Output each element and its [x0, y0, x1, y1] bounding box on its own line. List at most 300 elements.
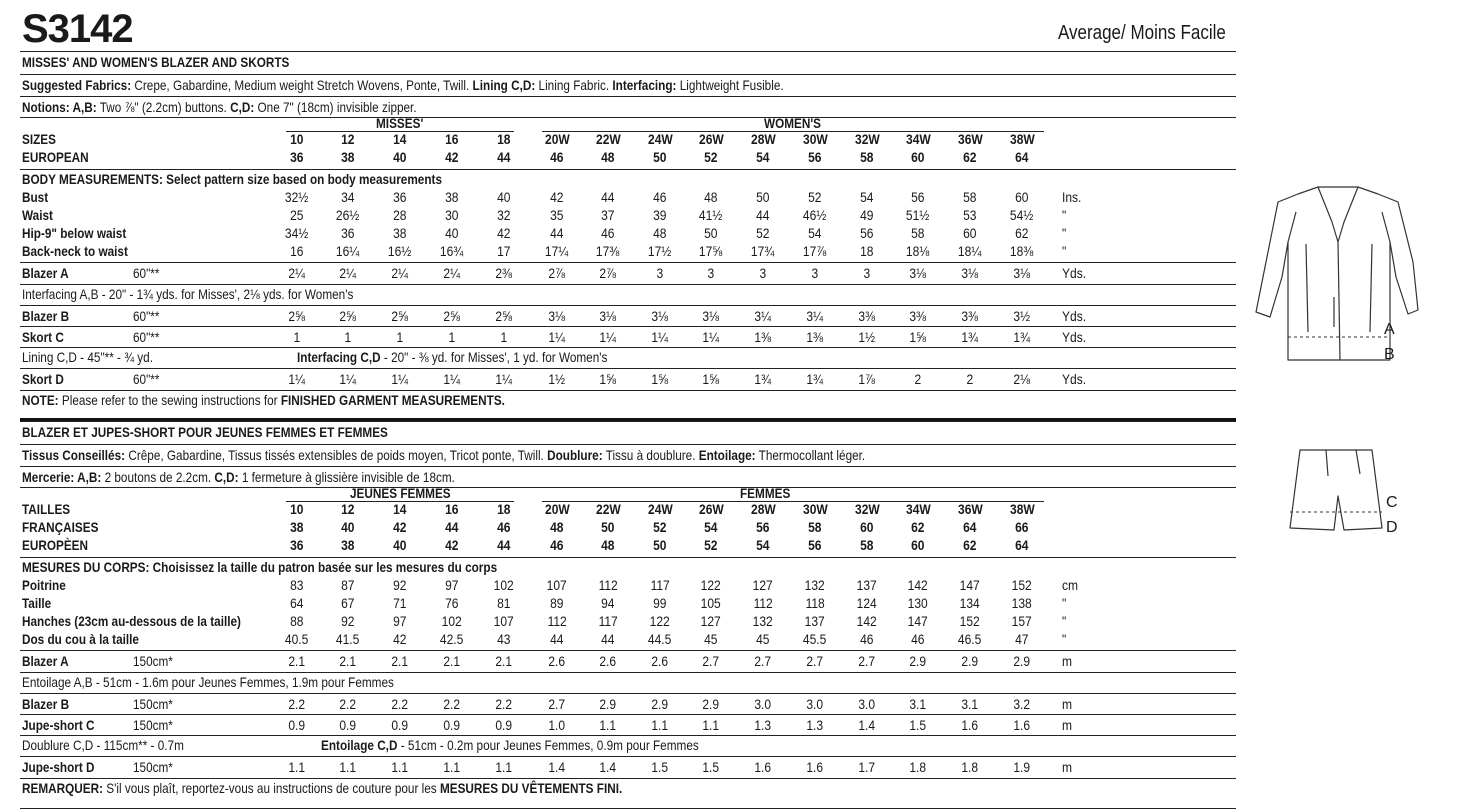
cell-value: 38 — [341, 537, 355, 553]
en-body-value-cell — [478, 225, 530, 242]
en-body-value-cell — [685, 189, 737, 206]
cell-value: 1¼ — [548, 329, 566, 345]
fr-body-value-cell — [789, 577, 841, 594]
cell-value: 1.8 — [909, 759, 927, 775]
fr-body-value-cell — [374, 613, 426, 630]
en-body-value-cell — [582, 225, 634, 242]
cell-value: 16 — [290, 243, 304, 259]
fr-body-value-cell — [685, 577, 737, 594]
cell-value: 46 — [653, 189, 667, 205]
row-label: Hip-9" below waist — [22, 225, 127, 241]
en-skort-d-value-cell — [322, 371, 374, 388]
cell-value: 64 — [1015, 537, 1029, 553]
en-body-value-cell — [944, 207, 996, 224]
cell-value: 54 — [808, 225, 822, 241]
en-skort-d-value-cell — [737, 371, 789, 388]
fr-blazer-a-value-cell — [944, 653, 996, 670]
cell-value: 105 — [700, 595, 722, 611]
en-skort-c-value-cell — [426, 329, 478, 346]
text-segment: Notions: A,B: — [22, 99, 97, 115]
cell-value: 46 — [497, 519, 511, 535]
cell-value: 25 — [290, 207, 304, 223]
cell-value: 2⅝ — [339, 308, 357, 324]
cell-value: 20W — [544, 501, 570, 517]
fr-skort-c-value-cell — [271, 717, 323, 734]
en-blazer-a-value-cell — [271, 265, 323, 282]
cell-value: 18⅜ — [1010, 243, 1034, 259]
fr-blazer-a-value-cell — [996, 653, 1048, 670]
cell-value: 3⅛ — [909, 265, 927, 281]
cell-value: 17⅝ — [699, 243, 723, 259]
fr-skort-d-value-cell — [737, 759, 789, 776]
fr-body-value-cell — [531, 613, 583, 630]
cell-value: 30 — [445, 207, 459, 223]
fr-fabrics-line — [22, 447, 865, 464]
cell-value: 22W — [595, 501, 621, 517]
fr-size-value-cell — [478, 501, 530, 518]
cell-value: 147 — [959, 577, 981, 593]
fr-blazer-b-value-cell — [374, 696, 426, 713]
en-blazer-a-value-cell — [996, 265, 1048, 282]
cell-value: 2.6 — [651, 653, 669, 669]
rule-line — [20, 466, 1236, 467]
cell-value: 44 — [601, 189, 615, 205]
cell-value: 1¾ — [961, 329, 979, 345]
fr-body-value-cell — [478, 613, 530, 630]
cell-value: 46.5 — [958, 631, 982, 647]
cell-value: 26W — [698, 501, 724, 517]
fr-group-misses: JEUNES FEMMES — [350, 485, 451, 501]
cell-value: 60 — [860, 519, 874, 535]
cell-value: 3⅜ — [909, 308, 927, 324]
en-body-value-cell — [478, 243, 530, 260]
cell-value: 62 — [911, 519, 925, 535]
cell-value: 32W — [854, 501, 880, 517]
text-segment: 2 boutons de 2.2cm. — [101, 469, 215, 485]
cell-value: 157 — [1011, 613, 1033, 629]
text-segment: One 7" (18cm) invisible zipper. — [254, 99, 417, 115]
cell-value: 152 — [959, 613, 981, 629]
fr-blazer-b-value-cell — [892, 696, 944, 713]
rule-line — [20, 672, 1236, 673]
en-body-value-cell — [789, 207, 841, 224]
cell-value: 26W — [698, 131, 724, 147]
en-title — [22, 54, 289, 71]
cell-value: 42 — [497, 225, 511, 241]
en-blazer-b-value-cell — [322, 308, 374, 325]
cell-value: 3 — [863, 265, 871, 281]
fr-blazer-b-value-cell — [685, 696, 737, 713]
cell-value: 112 — [547, 613, 567, 629]
fr-skort-c-value-cell — [841, 717, 893, 734]
fr-skort-c-value-cell — [582, 717, 634, 734]
en-size-value-cell — [789, 149, 841, 166]
en-body-value-cell — [789, 225, 841, 242]
fr-size-value-cell — [841, 519, 893, 536]
cell-value: 2.6 — [599, 653, 617, 669]
cell-value: 2.9 — [909, 653, 927, 669]
cell-value: 45 — [704, 631, 718, 647]
cell-value: 46 — [860, 631, 874, 647]
row-label: Skort D — [22, 371, 64, 387]
en-blazer-a-value-cell — [685, 265, 737, 282]
cell-value: 24W — [647, 131, 673, 147]
row-label: Hanches (23cm au-dessous de la taille) — [22, 613, 241, 629]
view-label-b: B — [1384, 346, 1395, 363]
text-segment: Entoilage A,B - 51cm - 1.6m pour Jeunes Femmes, 1.9m pour Femmes — [22, 674, 394, 690]
fr-size-value-cell — [531, 537, 583, 554]
text-segment: Interfacing C,D — [297, 349, 381, 365]
fr-blazer-a-value-cell — [478, 653, 530, 670]
en-size-value-cell — [685, 131, 737, 148]
fr-size-value-cell — [996, 519, 1048, 536]
view-label-d: D — [1386, 519, 1398, 536]
fr-body-unit: cm — [1062, 577, 1079, 593]
skort-illustration — [1286, 446, 1386, 536]
fr-skort-c-value-cell — [478, 717, 530, 734]
fr-size-value-cell — [789, 519, 841, 536]
cell-value: 1.5 — [651, 759, 669, 775]
en-body-value-cell — [531, 225, 583, 242]
cell-value: 2.2 — [288, 696, 306, 712]
en-group-misses: MISSES' — [376, 115, 424, 131]
fr-blazer-a-unit: m — [1062, 653, 1073, 669]
fr-skort-d-value-cell — [996, 759, 1048, 776]
fr-interfacing-ab — [22, 674, 394, 691]
en-skort-c-value-cell — [892, 329, 944, 346]
en-skort-d-value-cell — [426, 371, 478, 388]
en-body-value-cell — [892, 243, 944, 260]
fr-size-value-cell — [841, 537, 893, 554]
en-body-value-cell — [322, 207, 374, 224]
cell-value: 2.2 — [339, 696, 357, 712]
cell-value: 1 — [448, 329, 456, 345]
cell-value: 44 — [550, 631, 564, 647]
en-blazer-b-value-cell — [426, 308, 478, 325]
en-size-value-cell — [892, 131, 944, 148]
fr-body-value-cell — [426, 631, 478, 648]
text-segment: Interfacing A,B - 20" - 1¾ yds. for Misses', 2⅛ yds. for Women's — [22, 286, 354, 302]
cell-value: 2.1 — [339, 653, 357, 669]
fr-body-value-cell — [789, 631, 841, 648]
cell-value: 2.7 — [548, 696, 566, 712]
fr-size-value-cell — [271, 501, 323, 518]
rule-line — [20, 390, 1236, 391]
cell-value: 54 — [860, 189, 874, 205]
cell-value: 3¼ — [806, 308, 824, 324]
fr-body-value-cell — [685, 613, 737, 630]
cell-value: 2.1 — [391, 653, 409, 669]
cell-value: 107 — [546, 577, 568, 593]
cell-value: 122 — [649, 613, 671, 629]
cell-value: 41.5 — [336, 631, 360, 647]
cell-value: 28W — [750, 131, 776, 147]
cell-value: 137 — [856, 577, 878, 593]
en-size-value-cell — [737, 149, 789, 166]
cell-value: 2.1 — [495, 653, 513, 669]
cell-value: 2⅝ — [288, 308, 306, 324]
cell-value: 1.4 — [548, 759, 566, 775]
text-segment: Lining C,D - 45"** - ¾ yd. — [22, 349, 153, 365]
fr-skort-c-row-label — [22, 717, 95, 734]
text-segment: FINISHED GARMENT MEASUREMENTS. — [280, 392, 505, 408]
cell-value: 138 — [1011, 595, 1033, 611]
en-lining-cd — [22, 349, 153, 366]
fr-body-value-cell — [426, 613, 478, 630]
cell-value: 39 — [653, 207, 667, 223]
cell-value: 34W — [905, 131, 931, 147]
cell-value: 3.0 — [806, 696, 824, 712]
cell-value: 18⅛ — [906, 243, 930, 259]
fr-size-value-cell — [426, 501, 478, 518]
cell-value: 99 — [653, 595, 667, 611]
cell-value: 28 — [393, 207, 407, 223]
cell-value: 53 — [963, 207, 977, 223]
fr-skort-d-row-label — [22, 759, 95, 776]
fr-body-value-cell — [944, 631, 996, 648]
cell-value: 44 — [756, 207, 770, 223]
cell-value: 1.1 — [288, 759, 306, 775]
cell-value: 3⅛ — [548, 308, 566, 324]
en-size-value-cell — [478, 131, 530, 148]
en-body-value-cell — [841, 243, 893, 260]
en-skort-d-value-cell — [582, 371, 634, 388]
cell-value: 24W — [647, 501, 673, 517]
en-blazer-b-value-cell — [996, 308, 1048, 325]
en-body-value-cell — [841, 207, 893, 224]
en-size-value-cell — [322, 131, 374, 148]
text-segment: Doublure C,D - 115cm** - 0.7m — [22, 737, 184, 753]
text-segment: NOTE: — [22, 392, 59, 408]
rule-line — [20, 421, 1236, 422]
en-skort-c-value-cell — [531, 329, 583, 346]
en-size-value-cell — [426, 149, 478, 166]
cell-value: 56 — [808, 149, 822, 165]
cell-value: 3 — [759, 265, 767, 281]
cell-value: 38W — [1009, 131, 1035, 147]
row-label: Waist — [22, 207, 53, 223]
cell-value: 1⅝ — [651, 371, 669, 387]
fr-body-value-cell — [634, 577, 686, 594]
fr-blazer-a-value-cell — [685, 653, 737, 670]
cell-value: 3 — [707, 265, 715, 281]
fr-size-value-cell — [478, 537, 530, 554]
row-label: Blazer B — [22, 308, 70, 324]
fr-skort-d-value-cell — [582, 759, 634, 776]
cell-value: 2.2 — [495, 696, 513, 712]
fr-size-value-cell — [634, 519, 686, 536]
en-skort-d-value-cell — [789, 371, 841, 388]
cell-value: 3⅛ — [702, 308, 720, 324]
en-body-value-cell — [531, 189, 583, 206]
en-group-women: WOMEN'S — [764, 115, 822, 131]
cell-value: 44 — [497, 149, 511, 165]
row-label: Blazer B — [22, 696, 70, 712]
cell-value: 2.2 — [391, 696, 409, 712]
en-body-value-cell — [322, 189, 374, 206]
cell-value: 58 — [808, 519, 822, 535]
fr-skort-d-value-cell — [789, 759, 841, 776]
cell-value: 52 — [704, 537, 718, 553]
cell-value: 88 — [290, 613, 304, 629]
fr-group-women: FEMMES — [740, 485, 791, 501]
fr-size-value-cell — [944, 519, 996, 536]
cell-value: 56 — [756, 519, 770, 535]
cell-value: 66 — [1015, 519, 1029, 535]
en-interfacing-cd — [297, 349, 607, 366]
fr-skort-c-value-cell — [789, 717, 841, 734]
en-body-value-cell — [685, 225, 737, 242]
fr-size-value-cell — [685, 501, 737, 518]
rule-line — [20, 557, 1236, 558]
fr-body-value-cell — [374, 631, 426, 648]
fr-blazer-b-value-cell — [996, 696, 1048, 713]
en-blazer-b-value-cell — [789, 308, 841, 325]
cell-value: 62 — [963, 537, 977, 553]
cell-value: 52 — [808, 189, 822, 205]
cell-value: 2.9 — [599, 696, 617, 712]
cell-value: 107 — [493, 613, 515, 629]
fr-body-value-cell — [271, 577, 323, 594]
cell-value: 22W — [595, 131, 621, 147]
cell-value: 54 — [704, 519, 718, 535]
row-label: Back-neck to waist — [22, 243, 128, 259]
fr-body-value-cell — [531, 595, 583, 612]
cell-value: 38 — [393, 225, 407, 241]
cell-value: 1.4 — [858, 717, 876, 733]
en-blazer-b-value-cell — [531, 308, 583, 325]
en-skort-c-value-cell — [944, 329, 996, 346]
cell-value: 130 — [907, 595, 929, 611]
cell-value: 1.1 — [443, 759, 461, 775]
cell-value: 26½ — [336, 207, 360, 223]
en-body-value-cell — [478, 189, 530, 206]
fr-body-value-cell — [322, 595, 374, 612]
cell-value: 58 — [860, 149, 874, 165]
cell-value: 2.7 — [858, 653, 876, 669]
en-body-value-cell — [374, 225, 426, 242]
cell-value: 1.1 — [702, 717, 720, 733]
difficulty-level: Average/ Moins Facile — [1058, 22, 1226, 44]
cell-value: 12 — [341, 501, 355, 517]
cell-value: 3.1 — [909, 696, 927, 712]
fr-size-value-cell — [322, 537, 374, 554]
en-size-value-cell — [582, 149, 634, 166]
fr-blazer-b-value-cell — [271, 696, 323, 713]
fr-blazer-a-value-cell — [634, 653, 686, 670]
cell-value: 117 — [650, 577, 670, 593]
row-label: Blazer A — [22, 265, 69, 281]
fr-blazer-b-value-cell — [478, 696, 530, 713]
rule-line — [20, 756, 1236, 757]
cell-value: 1⅜ — [754, 329, 772, 345]
en-blazer-b-value-cell — [685, 308, 737, 325]
cell-value: 3⅛ — [961, 265, 979, 281]
fr-body-value-cell — [737, 577, 789, 594]
cell-value: 58 — [860, 537, 874, 553]
en-body-value-cell — [531, 207, 583, 224]
en-size-value-cell — [841, 149, 893, 166]
cell-value: 54½ — [1010, 207, 1034, 223]
en-skort-c-unit: Yds. — [1062, 329, 1087, 345]
en-blazer-b-value-cell — [737, 308, 789, 325]
cell-value: 89 — [550, 595, 564, 611]
cell-value: 1 — [344, 329, 352, 345]
text-segment: S'il vous plaît, reportez-vous au instructions de couture pour les — [103, 780, 440, 796]
cell-value: 32W — [854, 131, 880, 147]
fr-body-value-cell — [944, 595, 996, 612]
row-label: EUROPEAN — [22, 149, 89, 165]
cell-value: 3.2 — [1013, 696, 1031, 712]
fr-skort-c-value-cell — [892, 717, 944, 734]
rule-line — [20, 347, 1236, 348]
cell-value: 112 — [598, 577, 618, 593]
text-segment: Doublure: — [547, 447, 603, 463]
fr-title — [22, 424, 388, 441]
cell-value: 40 — [393, 537, 407, 553]
cell-value: 2.9 — [961, 653, 979, 669]
blazer-illustration — [1248, 182, 1428, 372]
cell-value: 147 — [907, 613, 929, 629]
cell-value: 20W — [544, 131, 570, 147]
en-skort-c-value-cell — [582, 329, 634, 346]
en-size-value-cell — [841, 131, 893, 148]
fr-skort-c-value-cell — [685, 717, 737, 734]
cell-value: 124 — [856, 595, 878, 611]
en-size-value-cell — [996, 131, 1048, 148]
cell-value: 3 — [811, 265, 819, 281]
en-body-value-cell — [789, 243, 841, 260]
cell-value: 52 — [653, 519, 667, 535]
cell-value: 18 — [497, 501, 511, 517]
rule-line — [20, 487, 1236, 488]
en-blazer-b-value-cell — [944, 308, 996, 325]
fr-skort-d-value-cell — [271, 759, 323, 776]
en-body-value-cell — [841, 225, 893, 242]
cell-value: 1.5 — [909, 717, 927, 733]
cell-value: 1¾ — [806, 371, 824, 387]
cell-value: 44.5 — [648, 631, 672, 647]
fr-body-value-cell — [426, 595, 478, 612]
en-body-value-cell — [685, 243, 737, 260]
cell-value: 3.1 — [961, 696, 979, 712]
text-segment: BODY MEASUREMENTS: Select pattern size based on body measurements — [22, 171, 442, 187]
cell-value: 3⅛ — [1013, 265, 1031, 281]
cell-value: 83 — [290, 577, 304, 593]
cell-value: 38 — [445, 189, 459, 205]
fr-body-value-cell — [737, 595, 789, 612]
cell-value: 2⅛ — [1013, 371, 1031, 387]
cell-value: 60 — [911, 149, 925, 165]
en-size-value-cell — [996, 149, 1048, 166]
fr-blazer-a-value-cell — [582, 653, 634, 670]
en-body-value-cell — [634, 189, 686, 206]
fr-size-value-cell — [426, 537, 478, 554]
cell-value: 3⅛ — [651, 308, 669, 324]
en-skort-d-value-cell — [996, 371, 1048, 388]
cell-value: 1.7 — [858, 759, 876, 775]
cell-value: 12 — [341, 131, 355, 147]
cell-value: 1¼ — [339, 371, 357, 387]
en-size-value-cell — [892, 149, 944, 166]
rule-line — [20, 778, 1236, 779]
cell-value: 0.9 — [288, 717, 306, 733]
cell-value: 1⅞ — [858, 371, 876, 387]
fr-blazer-a-value-cell — [789, 653, 841, 670]
fr-body-value-cell — [582, 595, 634, 612]
cell-value: 48 — [601, 149, 615, 165]
en-size-value-cell — [789, 131, 841, 148]
